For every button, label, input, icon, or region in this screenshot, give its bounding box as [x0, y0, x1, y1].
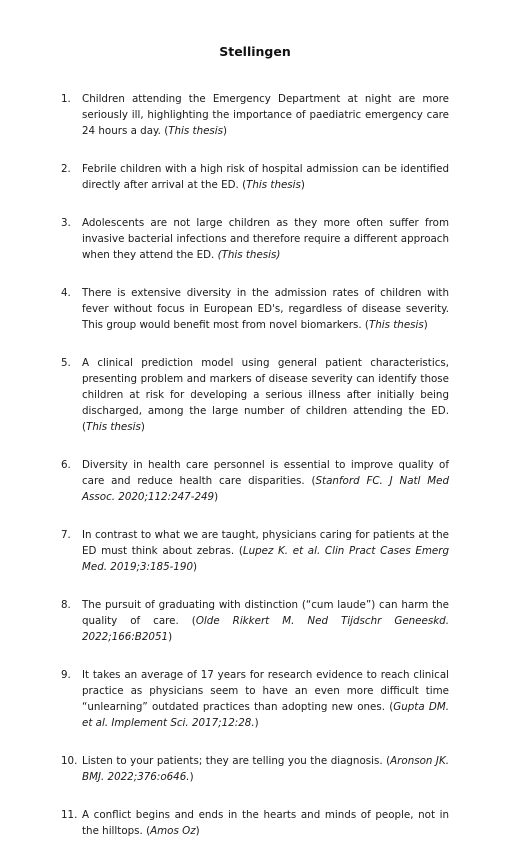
item-citation: Gupta DM. et al. Implement Sci. 2017;12:28. [82, 701, 449, 729]
list-item [61, 355, 449, 435]
item-number: 10. [61, 755, 78, 767]
item-text [82, 667, 449, 731]
item-tail: ) [140, 421, 145, 433]
item-citation: This thesis [246, 179, 301, 191]
item-text [82, 753, 449, 785]
list-item [61, 457, 449, 505]
item-text [82, 807, 449, 839]
item-number: 5. [61, 357, 71, 369]
item-tail: ) [193, 561, 198, 573]
item-body: A clinical prediction model using general patient characteristics, presenting problem and markers of disease severity can identify those children at risk for developing a serious illness after initially being discharged, among the large number of children attending the ED. ( [82, 357, 449, 433]
item-citation: This thesis [86, 421, 141, 433]
item-tail: ) [254, 717, 259, 729]
item-text [82, 91, 449, 139]
item-number: 1. [61, 93, 71, 105]
item-citation: (This thesis) [217, 249, 281, 261]
item-text [82, 527, 449, 575]
list-item [61, 91, 449, 139]
item-text [82, 161, 449, 193]
list-item [61, 807, 449, 839]
item-number: 8. [61, 599, 71, 611]
item-tail: ) [168, 631, 173, 643]
page-title: Stellingen [219, 44, 291, 59]
item-number: 11. [61, 809, 78, 821]
item-number: 3. [61, 217, 71, 229]
propositions-list [61, 91, 449, 861]
list-item [61, 597, 449, 645]
list-item [61, 527, 449, 575]
list-item [61, 161, 449, 193]
list-item [61, 753, 449, 785]
list-item [61, 215, 449, 263]
item-body: Febrile children with a high risk of hospital admission can be identified directly after arrival at the ED. ( [82, 163, 449, 191]
item-text [82, 457, 449, 505]
item-body: Adolescents are not large children as they more often suffer from invasive bacterial infections and therefore require a different approach when they attend the ED. [82, 217, 449, 261]
item-citation: Lupez K. et al. Clin Pract Cases Emerg Med. 2019;3:185-190 [82, 545, 449, 573]
item-citation: This thesis [368, 319, 424, 331]
item-text [82, 215, 449, 263]
list-item [61, 285, 449, 333]
item-citation: Amos Oz [150, 825, 196, 837]
item-text [82, 597, 449, 645]
item-tail: ) [214, 491, 219, 503]
item-body: A conflict begins and ends in the hearts and minds of people, not in the hilltops. ( [82, 809, 449, 837]
item-body: Children attending the Emergency Department at night are more seriously ill, highlighting the importance of paediatric emergency care 24 hours a day. ( [82, 93, 449, 137]
item-body: It takes an average of 17 years for research evidence to reach clinical practice as physicians seem to have an even more difficult time “unlearning” outdated practices than adopting new ones. ( [82, 669, 449, 713]
item-text [82, 355, 449, 435]
list-item [61, 667, 449, 731]
item-citation: This thesis [168, 125, 224, 137]
item-tail: ) [189, 771, 194, 783]
item-body: Listen to your patients; they are telling you the diagnosis. ( [82, 755, 391, 767]
item-number: 7. [61, 529, 71, 541]
item-number: 6. [61, 459, 71, 471]
item-number: 4. [61, 287, 71, 299]
item-tail: ) [195, 825, 200, 837]
item-body: Diversity in health care personnel is essential to improve quality of care and reduce health care disparities. ( [82, 459, 449, 487]
item-text [82, 285, 449, 333]
item-body: The pursuit of graduating with distinction (“cum laude”) can harm the quality of care. ( [82, 599, 449, 627]
item-number: 9. [61, 669, 71, 681]
item-body: In contrast to what we are taught, physicians caring for patients at the ED must think about zebras. ( [82, 529, 449, 557]
item-tail: ) [300, 179, 305, 191]
item-citation: Aronson JK. BMJ. 2022;376:o646. [82, 755, 449, 783]
item-body: There is extensive diversity in the admission rates of children with fever without focus in European ED's, regardless of disease severity. This group would benefit most from novel biomarkers. ( [82, 287, 449, 331]
item-number: 2. [61, 163, 71, 175]
item-citation: Olde Rikkert M. Ned Tijdschr Geneeskd. 2022;166:B2051 [82, 615, 449, 643]
item-tail: ) [223, 125, 228, 137]
item-citation: Stanford FC. J Natl Med Assoc. 2020;112:247-249 [82, 475, 449, 503]
item-tail: ) [423, 319, 428, 331]
